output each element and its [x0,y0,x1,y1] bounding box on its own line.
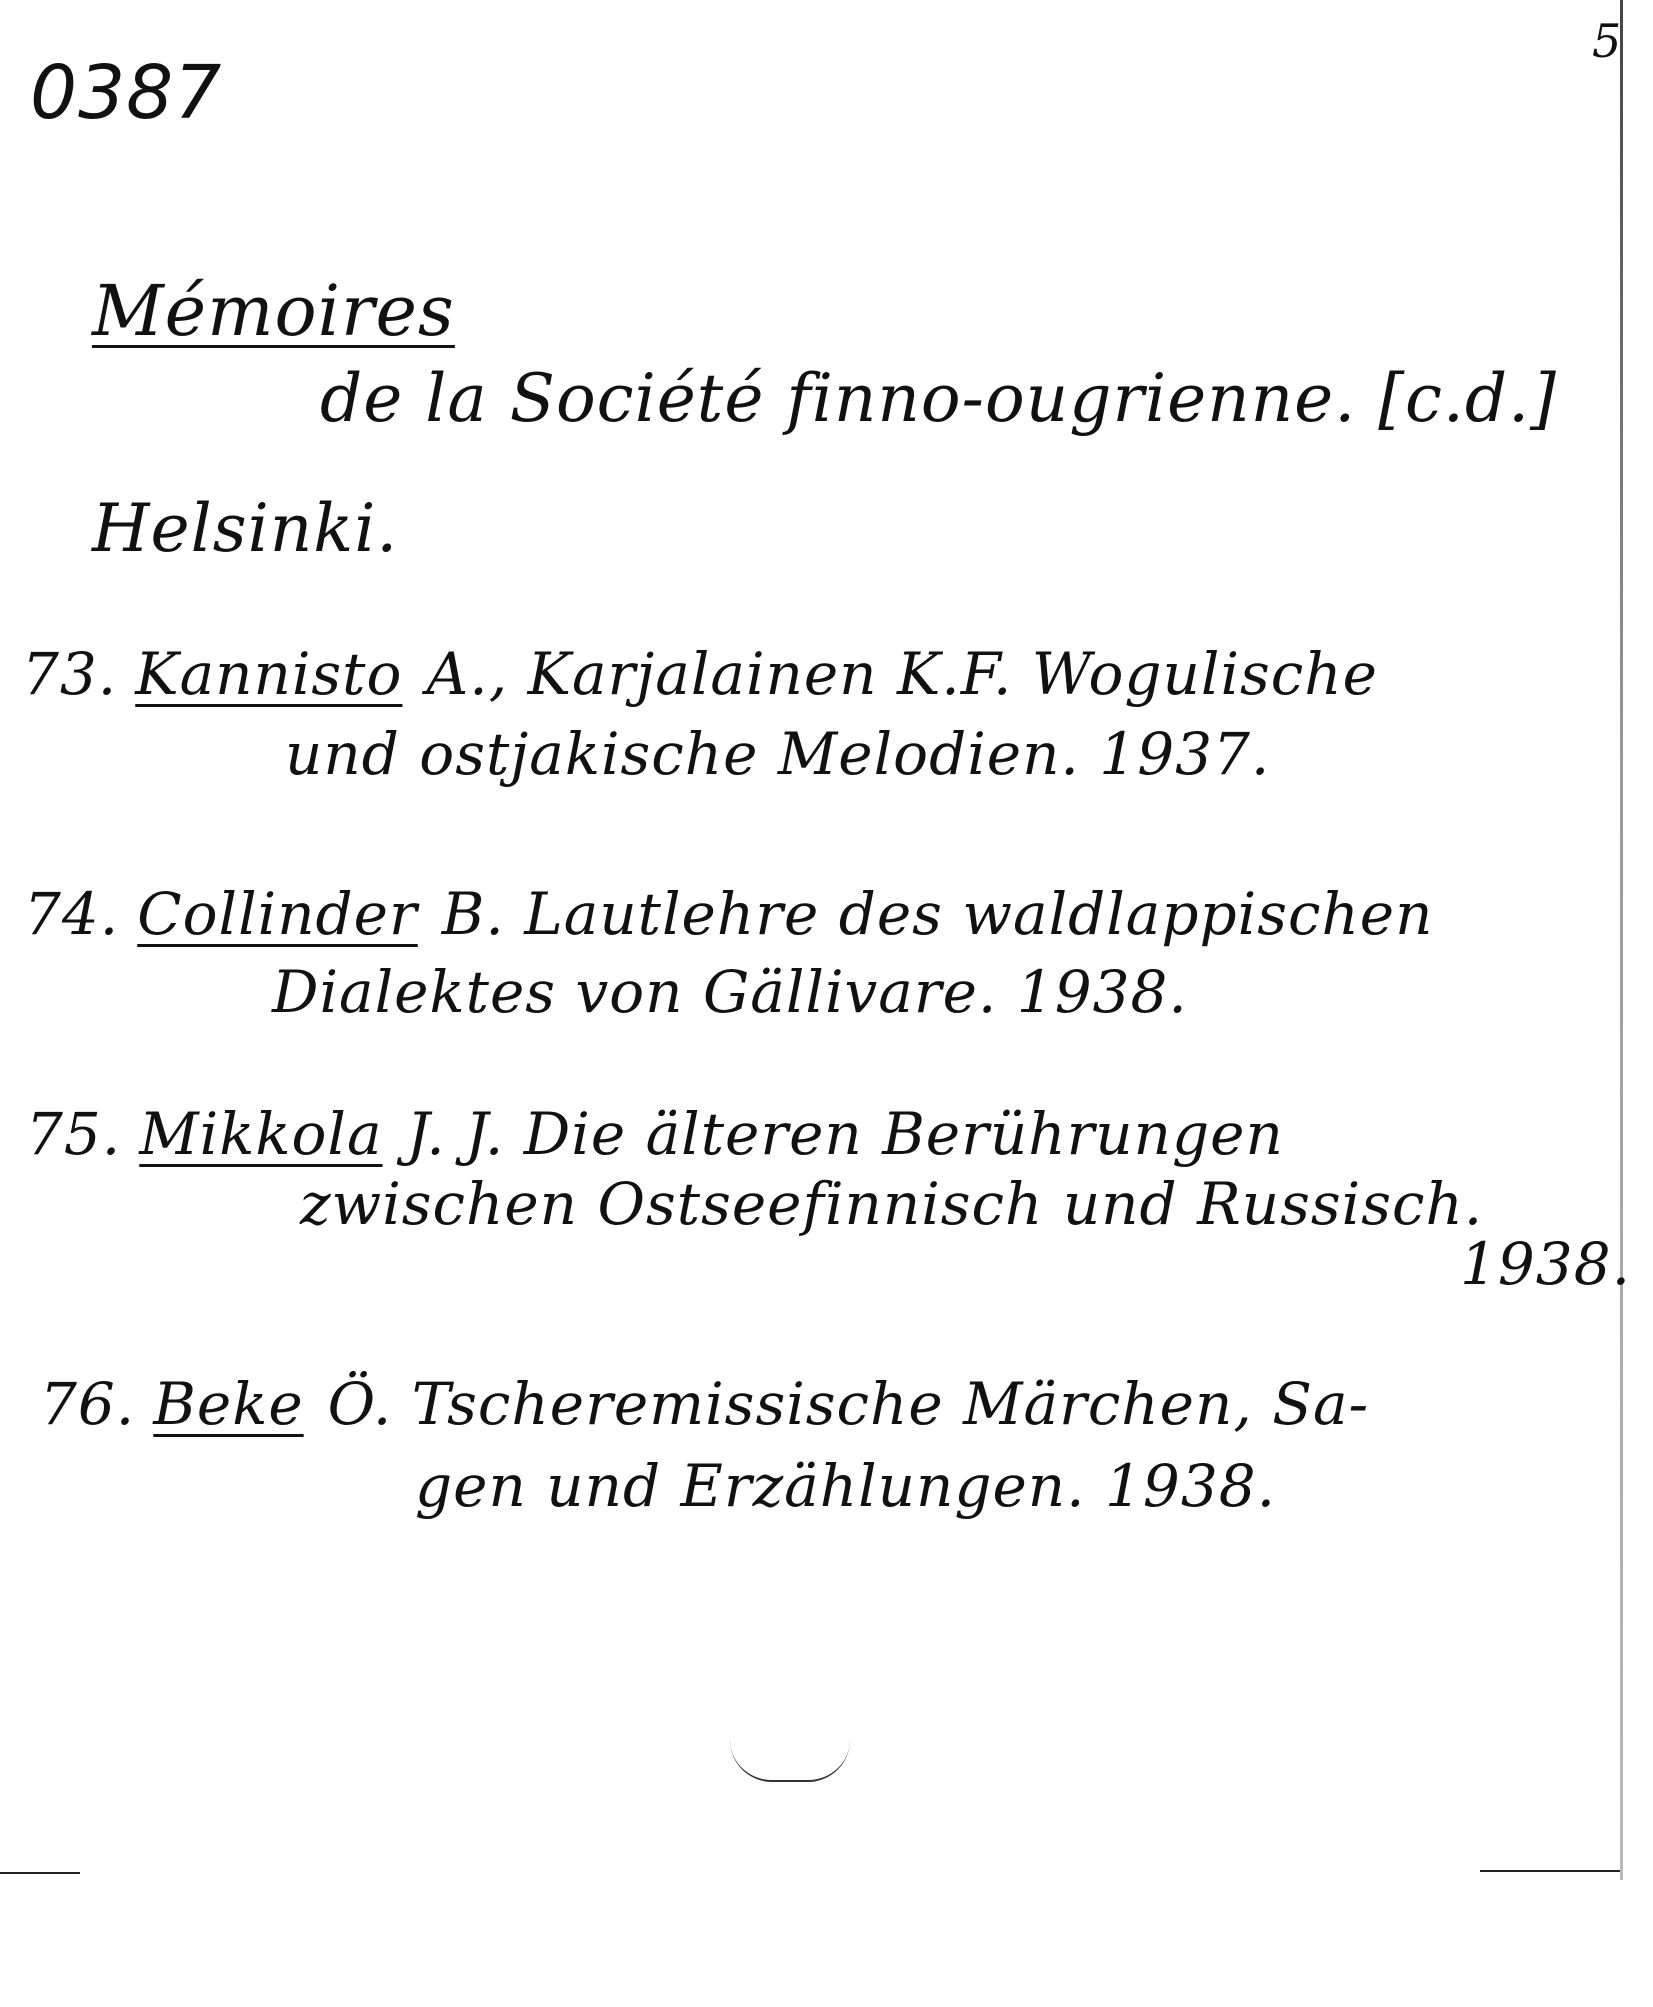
entry-74-line-1 [24,880,1433,948]
series-subtitle: de la Société finno-ougrienne. [c.d.] [320,360,1557,437]
entry-75-line-1 [26,1100,1284,1168]
entry-title-part: B. Lautlehre des waldlappischen [441,880,1434,948]
entry-number: 73. [22,640,118,708]
entry-75-line-3: 1938. [1460,1230,1632,1298]
entry-author: Mikkola [139,1100,383,1168]
entry-number: 76. [40,1370,136,1438]
entry-title-part: A., Karjalainen K.F. Wogulische [426,640,1378,708]
card-bottom-edge-right [1480,1870,1620,1872]
entry-number: 75. [26,1100,122,1168]
series-title: Mémoires [92,270,455,352]
entry-author: Collinder [137,880,418,948]
entry-76-line-2: gen und Erzählungen. 1938. [415,1452,1277,1520]
entry-title-part: J. J. Die älteren Berührungen [406,1100,1284,1168]
card-right-edge [1620,0,1623,1880]
entry-title-part: Ö. Tscheremissische Märchen, Sa- [327,1370,1370,1438]
entry-74-line-2: Dialektes von Gällivare. 1938. [272,958,1188,1026]
entry-73-line-2: und ostjakische Melodien. 1937. [285,720,1271,788]
entry-73-line-1 [22,640,1378,708]
page-mark: 5 [1592,14,1623,68]
entry-76-line-1 [40,1370,1369,1438]
card-number: 0387 [30,50,223,136]
card-bottom-edge-left [0,1872,80,1874]
entry-75-line-2: zwischen Ostseefinnisch und Russisch. [300,1170,1484,1238]
entry-number: 74. [24,880,120,948]
entry-author: Beke [153,1370,304,1438]
entry-author: Kannisto [135,640,403,708]
series-place: Helsinki. [92,490,399,567]
ink-smudge [730,1740,850,1782]
